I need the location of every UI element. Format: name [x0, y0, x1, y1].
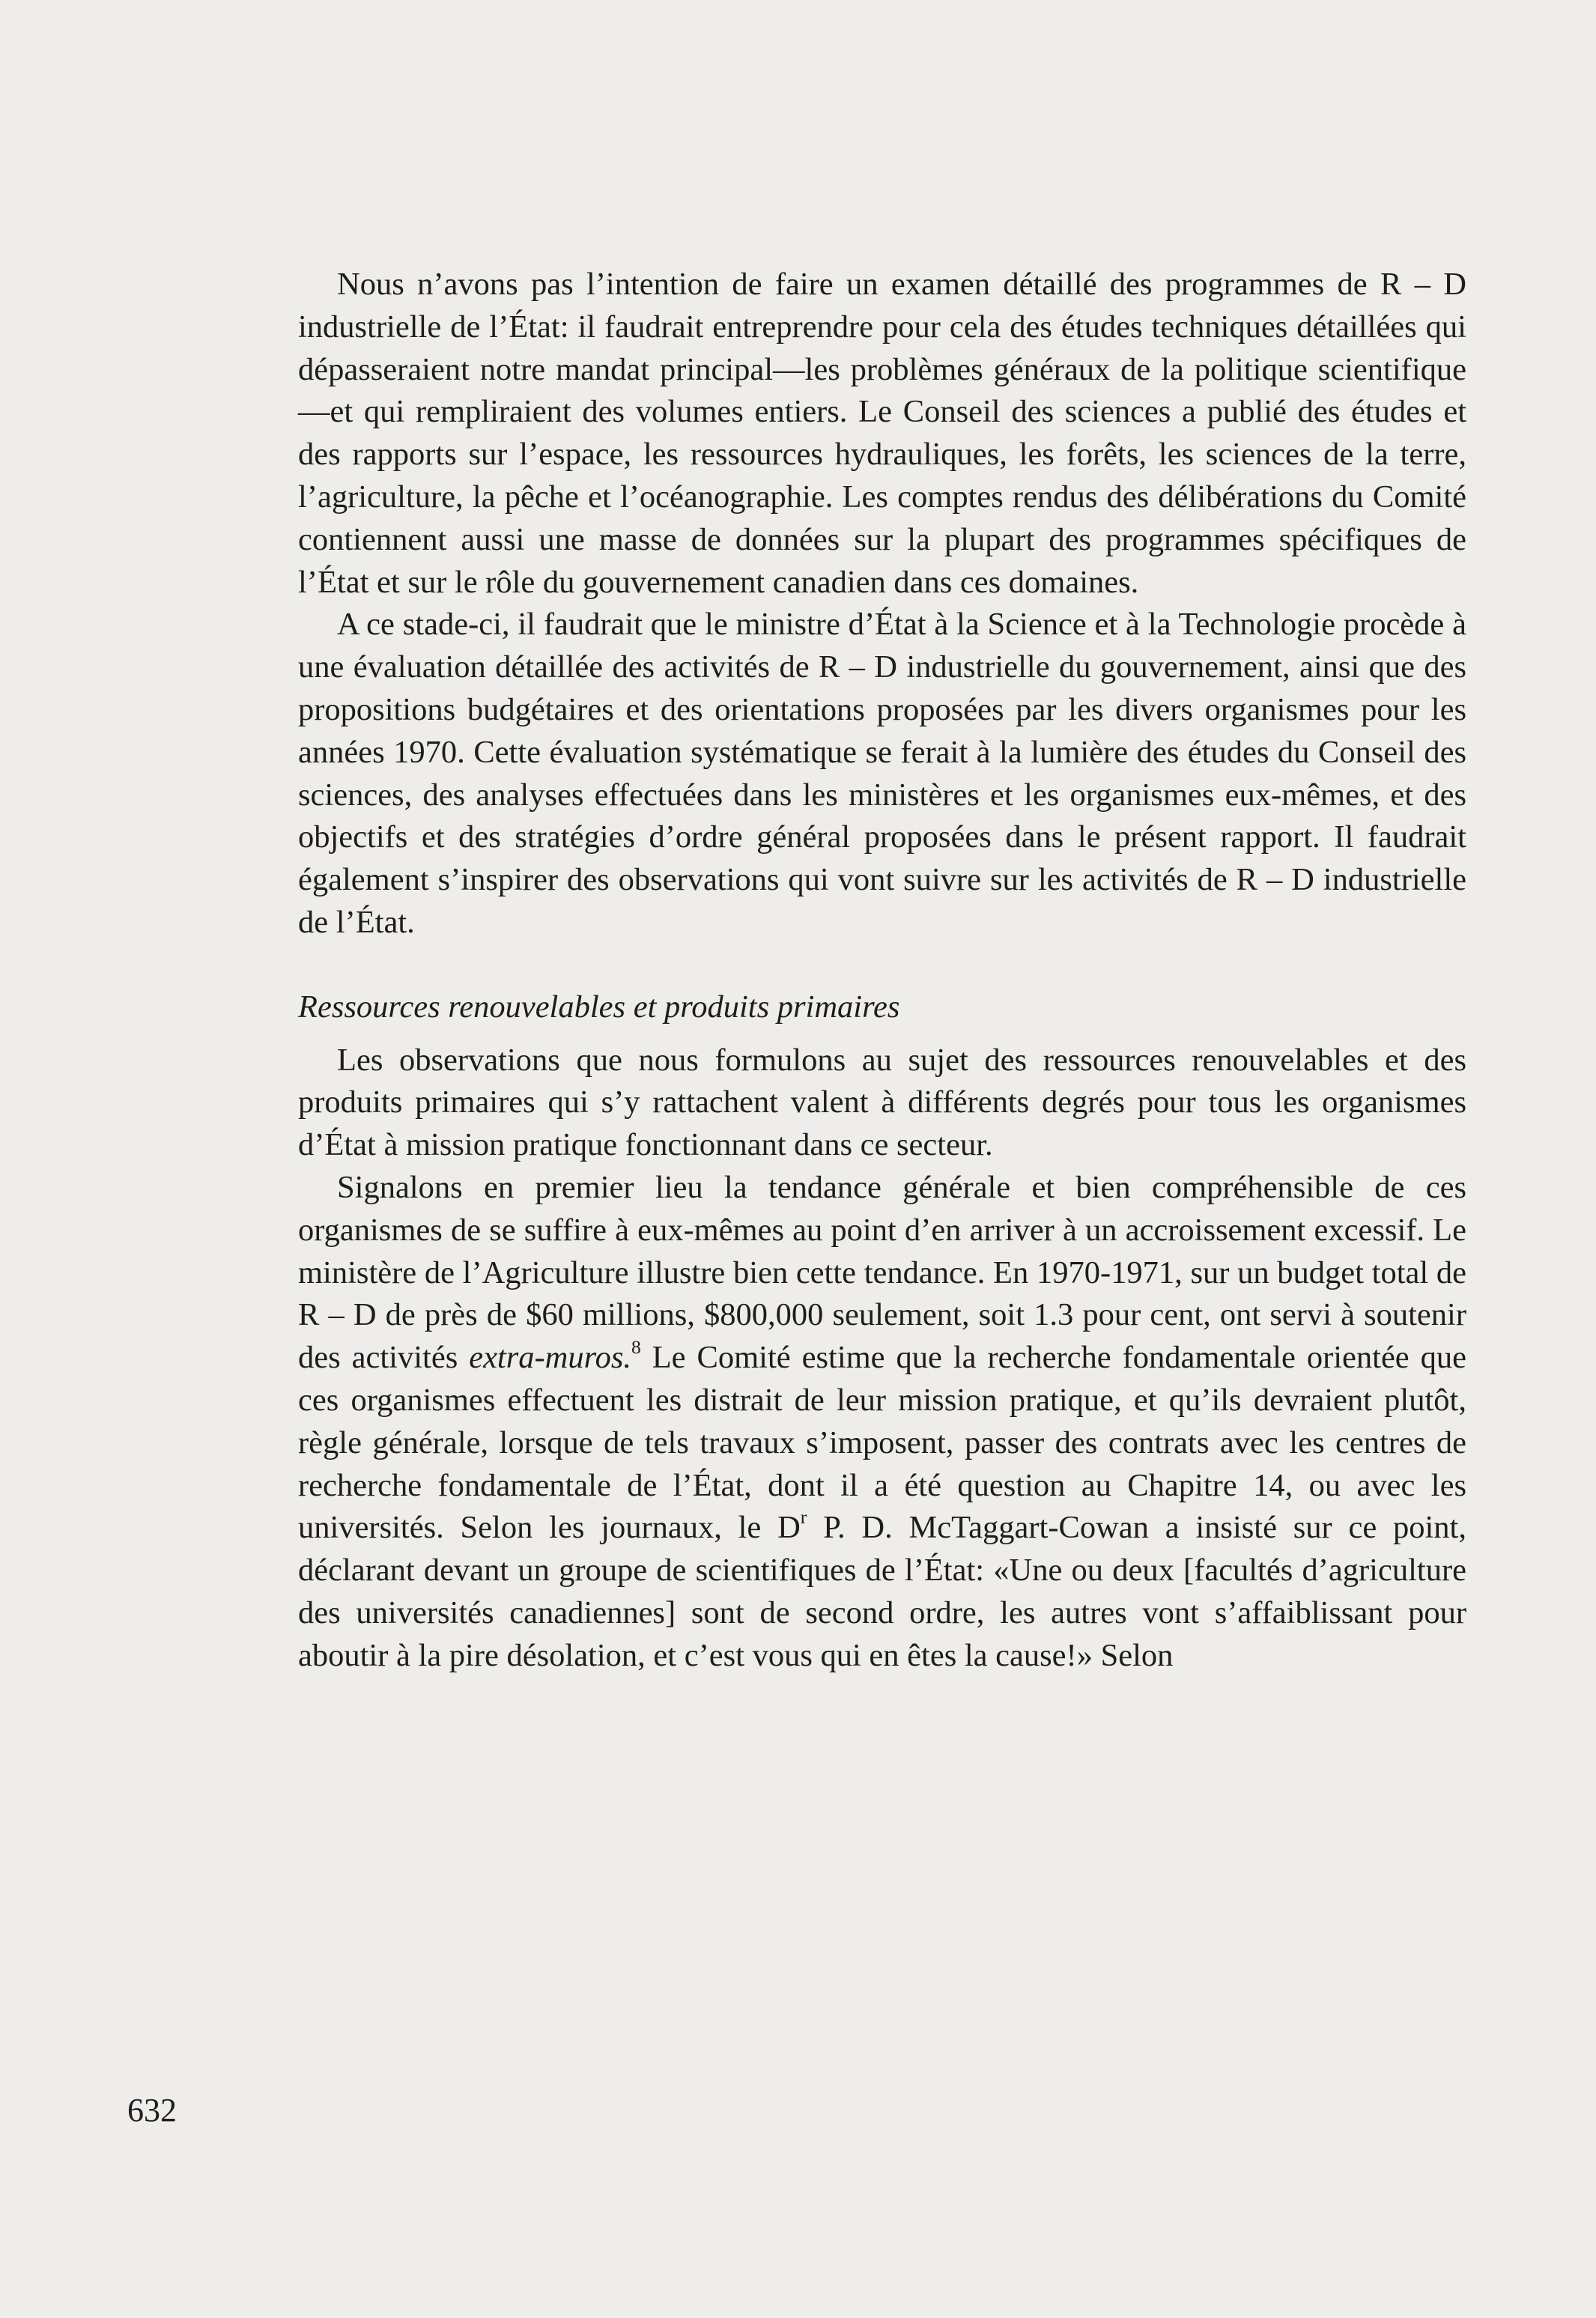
paragraph-text-segment: Le Comité estime que la recherche fondamentale orientée que ces organismes effectuent les distrait de leur mission pratique, et qu’ils devraient plutôt, règle générale, lorsque de tels travaux s’imposent, passer des contrats avec les centres de recherche fondamentale de l’État, dont il a été question au Chapitre 14, ou avec les universités. Selon les journaux, le D — [298, 1340, 1467, 1546]
body-text — [298, 264, 1466, 1678]
italic-term: extra-muros. — [469, 1340, 631, 1376]
title-abbreviation-superscript: r — [800, 1506, 807, 1529]
paragraph-minister-evaluation: A ce stade-ci, il faudrait que le ministre d’État à la Science et à la Technologie procède à une évaluation détaillée des activités de R – D industrielle du gouvernement, ainsi que des propositions budgétaires et des orientations proposées par les divers organismes pour les années 1970. Cette évaluation systématique se ferait à la lumière des études du Conseil des sciences, des analyses effectuées dans les ministères et les organismes eux-mêmes, et des objectifs et des stratégies d’ordre général proposées dans le présent rapport. Il faudrait également s’inspirer des observations qui vont suivre sur les activités de R – D industrielle de l’État. — [298, 607, 1466, 940]
paragraph-text-segment: P. D. McTaggart-Cowan a insisté sur ce point, déclarant devant un groupe de scientifiques de l’État: «Une ou deux [facultés d’agriculture des universités canadiennes] sont de second ordre, les autres vont s’affaiblissant pour aboutir à la pire désolation, et c’est vous qui en êtes la cause!» Selon — [298, 1510, 1466, 1673]
paragraph-rd-programs: Nous n’avons pas l’intention de faire un examen détaillé des programmes de R – D industrielle de l’État: il faudrait entreprendre pour cela des études techniques détaillées qui dépasseraient notre mandat principal—les problèmes généraux de la politique scientifique—et qui rempliraient des volumes entiers. Le Conseil des sciences a publié des études et des rapports sur l’espace, les ressources hydrauliques, les forêts, les sciences de la terre, l’agriculture, la pêche et l’océanographie. Les comptes rendus des délibérations du Comité contiennent aussi une masse de données sur la plupart des programmes spécifiques de l’État et sur le rôle du gouvernement canadien dans ces domaines. — [298, 267, 1466, 600]
paragraph-text-segment: Signalons en premier lieu la tendance générale et bien compréhensible de ces organismes de se suffire à eux-mêmes au point d’en arriver à un accroissement excessif. Le ministère de l’Agriculture illustre bien cette tendance. En 1970-1971, sur un budget total de R – D de près de $60 millions, $800,000 seulement, soit 1.3 pour cent, ont servi à soutenir des activités — [298, 1169, 1466, 1376]
paragraph-renewable-resources: Les observations que nous formulons au sujet des ressources renouvelables et des produits primaires qui s’y rattachent valent à différents degrés pour tous les organismes d’État à mission pratique fonctionnant dans ce secteur. — [298, 1042, 1466, 1163]
footnote-marker: 8 — [631, 1336, 641, 1358]
page-number: 632 — [127, 2092, 177, 2129]
section-heading: Ressources renouvelables et produits primaires — [298, 989, 900, 1025]
paragraph-self-sufficiency — [298, 1167, 1466, 1678]
